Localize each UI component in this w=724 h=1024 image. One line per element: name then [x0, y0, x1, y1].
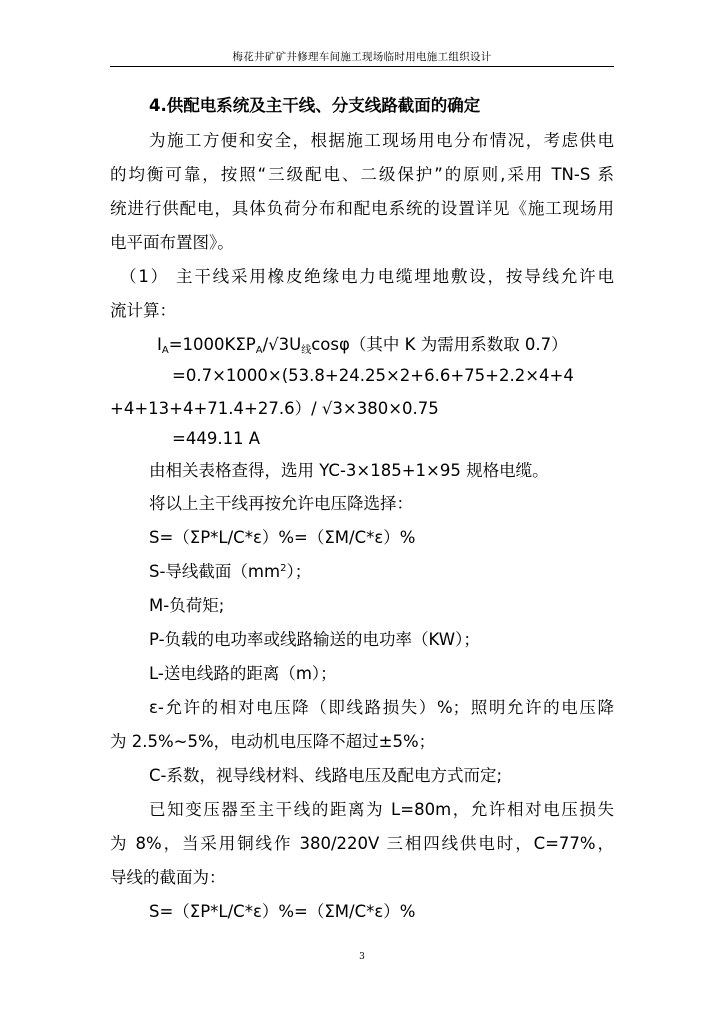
formula-part: =1000KΣP: [168, 335, 256, 354]
page-header: [110, 50, 614, 67]
intro-line-3: 统进行供配电，具体负荷分布和配电系统的设置详见《施工现场用: [110, 199, 614, 218]
section-title: 4.供配电系统及主干线、分支线路截面的确定: [149, 96, 481, 115]
formula-subscript: 线: [301, 345, 312, 356]
def-s-text: ）；: [286, 562, 312, 581]
def-m: M-负荷矩;: [149, 596, 225, 615]
known-line-3: 导线的截面为：: [110, 868, 226, 887]
voltage-drop-intro: 将以上主干线再按允许电压降选择：: [149, 494, 413, 513]
def-epsilon-2: 为 2.5%~5%，电动机电压降不超过±5%；: [110, 732, 436, 751]
header-title: 梅花井矿矿井修理车间施工现场临时用电施工组织设计: [232, 51, 492, 63]
formula-part: I: [157, 335, 162, 354]
calc-result: =449.11 A: [172, 429, 261, 448]
formula-subscript: A: [255, 345, 263, 356]
formula-part: /√3U: [262, 335, 302, 354]
def-l: L-送电线路的距离（m）；: [149, 664, 337, 683]
calc-line-2: +4+13+4+71.4+27.6）/ √3×380×0.75: [110, 399, 439, 418]
known-line-1: 已知变压器至主干线的距离为 L=80m，允许相对电压损失: [149, 800, 614, 819]
calc-line-1: =0.7×1000×(53.8+24.25×2+6.6+75+2.2×4+4: [172, 366, 574, 385]
known-line-2: 为 8%，当采用铜线作 380/220V 三相四线供电时，C=77%，: [110, 834, 614, 853]
section-formula: S=（ΣP*L/C*ε）%=（ΣM/C*ε）%: [149, 528, 416, 547]
formula-part: cosφ（其中 K 为需用系数取 0.7）: [311, 335, 568, 354]
def-p: P-负载的电功率或线路输送的电功率（KW）；: [149, 630, 480, 649]
intro-line-4: 电平面布置图》。: [110, 233, 234, 252]
def-s: [149, 560, 311, 584]
def-s-text: S-导线截面（mm: [149, 562, 281, 581]
def-epsilon-1: ε-允许的相对电压降（即线路损失）%；照明允许的电压降: [149, 698, 614, 717]
item1-line-2: 流计算：: [110, 301, 176, 320]
item1-line-1: （1） 主干线采用橡皮绝缘电力电缆埋地敷设，按导线允许电: [120, 267, 614, 286]
def-c: C-系数，视导线材料、线路电压及配电方式而定;: [149, 766, 503, 785]
current-formula: [157, 333, 568, 357]
cable-selection: 由相关表格查得，选用 YC-3×185+1×95 规格电缆。: [149, 461, 549, 480]
intro-line-1: 为施工方便和安全，根据施工现场用电分布情况，考虑供电: [149, 131, 614, 150]
superscript: 2: [280, 563, 287, 574]
page-number: 3: [359, 952, 365, 962]
intro-line-2: 的均衡可靠，按照“三级配电、二级保护”的原则,采用 TN-S 系: [110, 165, 614, 184]
formula-subscript: A: [161, 345, 169, 356]
section-formula-2: S=（ΣP*L/C*ε）%=（ΣM/C*ε）%: [149, 902, 416, 921]
